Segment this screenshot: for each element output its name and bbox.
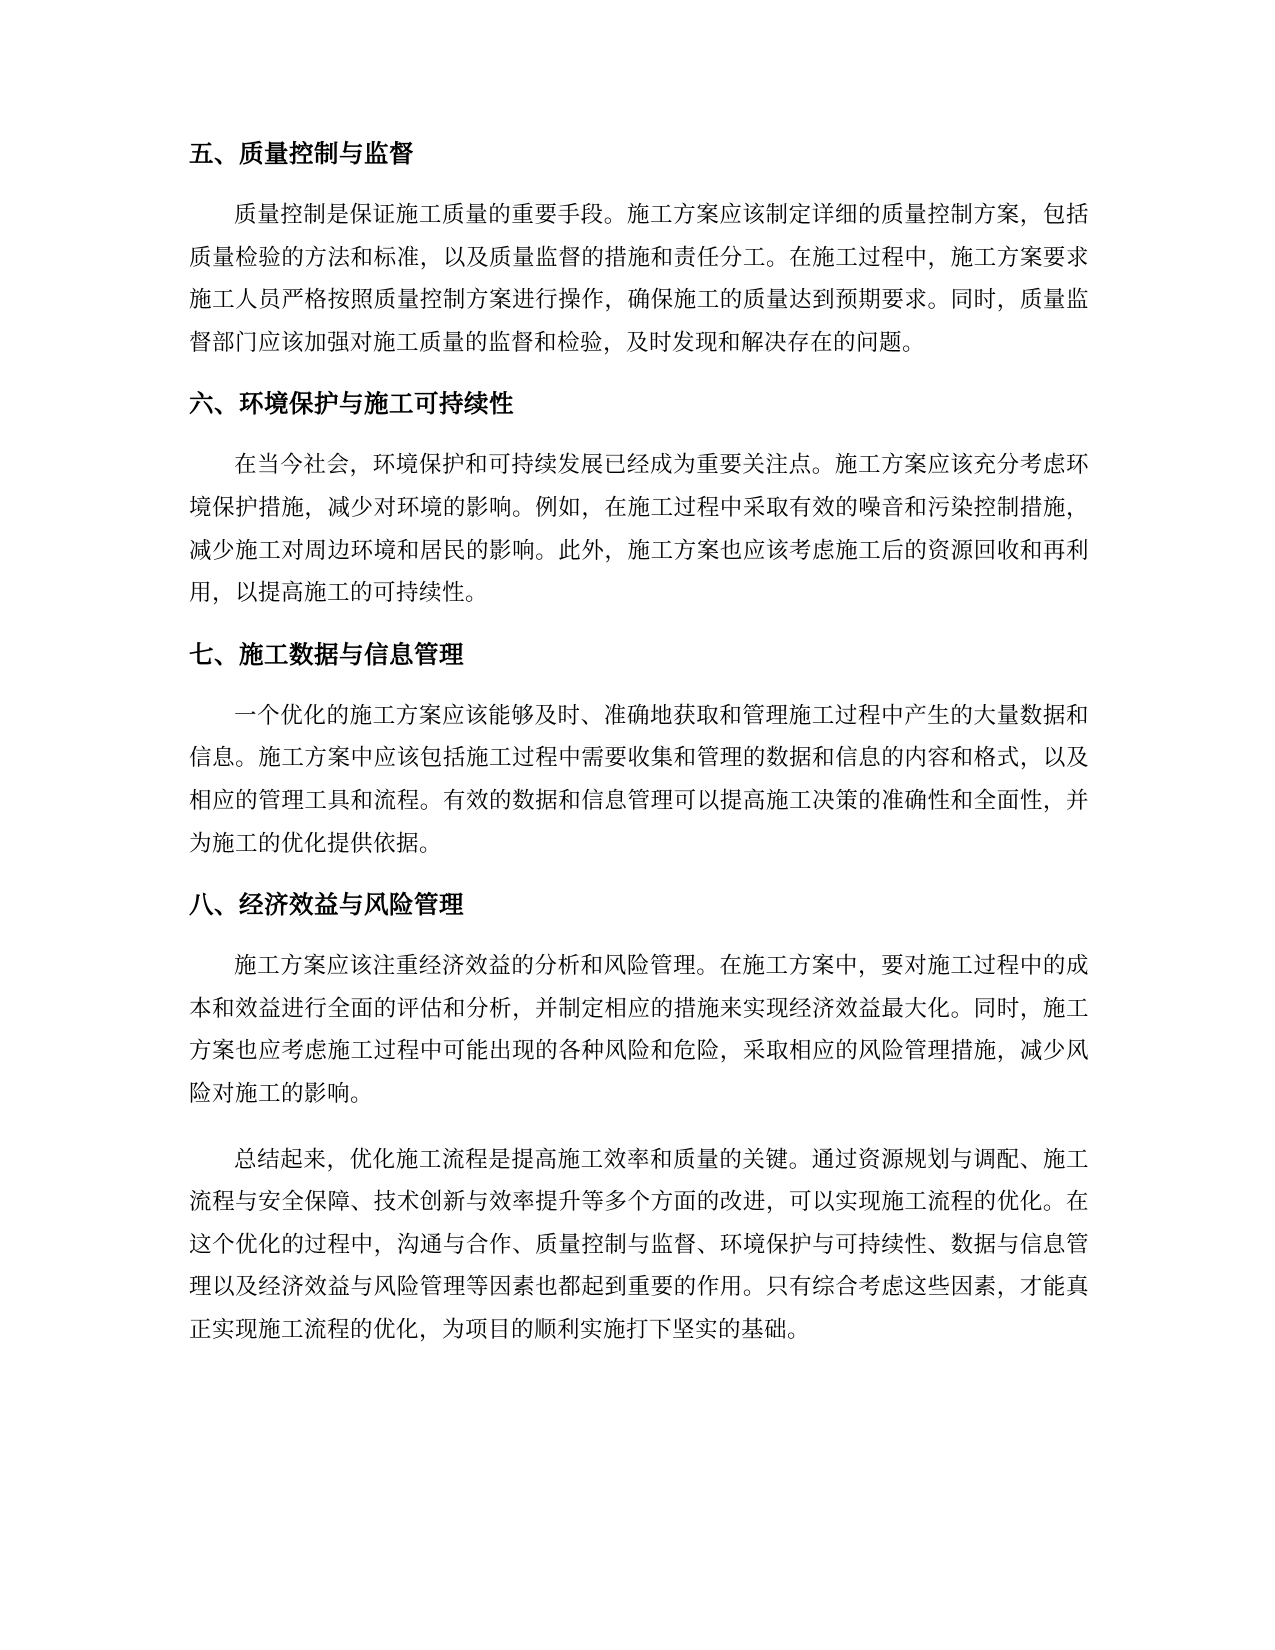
section-heading: 八、经济效益与风险管理 [189,890,464,920]
section-heading: 五、质量控制与监督 [189,139,414,168]
conclusion-paragraph: 总结起来，优化施工流程是提高施工效率和质量的关键。通过资源规划与调配、施工流程与安全保障、技术创新与效率提升等多个方面的改进，可以实现施工流程的优化。在这个优化的过程中，沟通与合作、质量控制与监督、环境保护与可持续性、数据与信息管理以及经济效益与风险管理等因素也都起到重要的作用。只有综合考虑这些因素，才能真正实现施工流程的优化，为项目的顺利实施打下坚实的基础。 [189,1146,1089,1343]
section-environment [189,387,1089,614]
section-heading: 七、施工数据与信息管理 [189,639,464,669]
section-paragraph: 一个优化的施工方案应该能够及时、准确地获取和管理施工过程中产生的大量数据和信息。施工方案中应该包括施工过程中需要收集和管理的数据和信息的内容和格式，以及相应的管理工具和流程。有效的数据和信息管理可以提高施工决策的准确性和全面性，并为施工的优化提供依据。 [189,702,1089,857]
section-paragraph: 质量控制是保证施工质量的重要手段。施工方案应该制定详细的质量控制方案，包括质量检验的方法和标准，以及质量监督的措施和责任分工。在施工过程中，施工方案要求施工人员严格按照质量控制方案进行操作，确保施工的质量达到预期要求。同时，质量监督部门应该加强对施工质量的监督和检验，及时发现和解决存在的问题。 [189,202,1089,356]
section-quality-control [189,137,1089,364]
section-heading: 六、环境保护与施工可持续性 [189,389,514,419]
section-paragraph: 施工方案应该注重经济效益的分析和风险管理。在施工方案中，要对施工过程中的成本和效益进行全面的评估和分析，并制定相应的措施来实现经济效益最大化。同时，施工方案也应考虑施工过程中可能出现的各种风险和危险，采取相应的风险管理措施，减少风险对施工的影响。 [189,953,1089,1107]
document-body [189,137,1089,1374]
section-economic-risk [189,888,1089,1115]
section-data-management [189,638,1089,865]
section-paragraph: 在当今社会，环境保护和可持续发展已经成为重要关注点。施工方案应该充分考虑环境保护措施，减少对环境的影响。例如，在施工过程中采取有效的噪音和污染控制措施，减少施工对周边环境和居民的影响。此外，施工方案也应该考虑施工后的资源回收和再利用，以提高施工的可持续性。 [189,452,1089,607]
